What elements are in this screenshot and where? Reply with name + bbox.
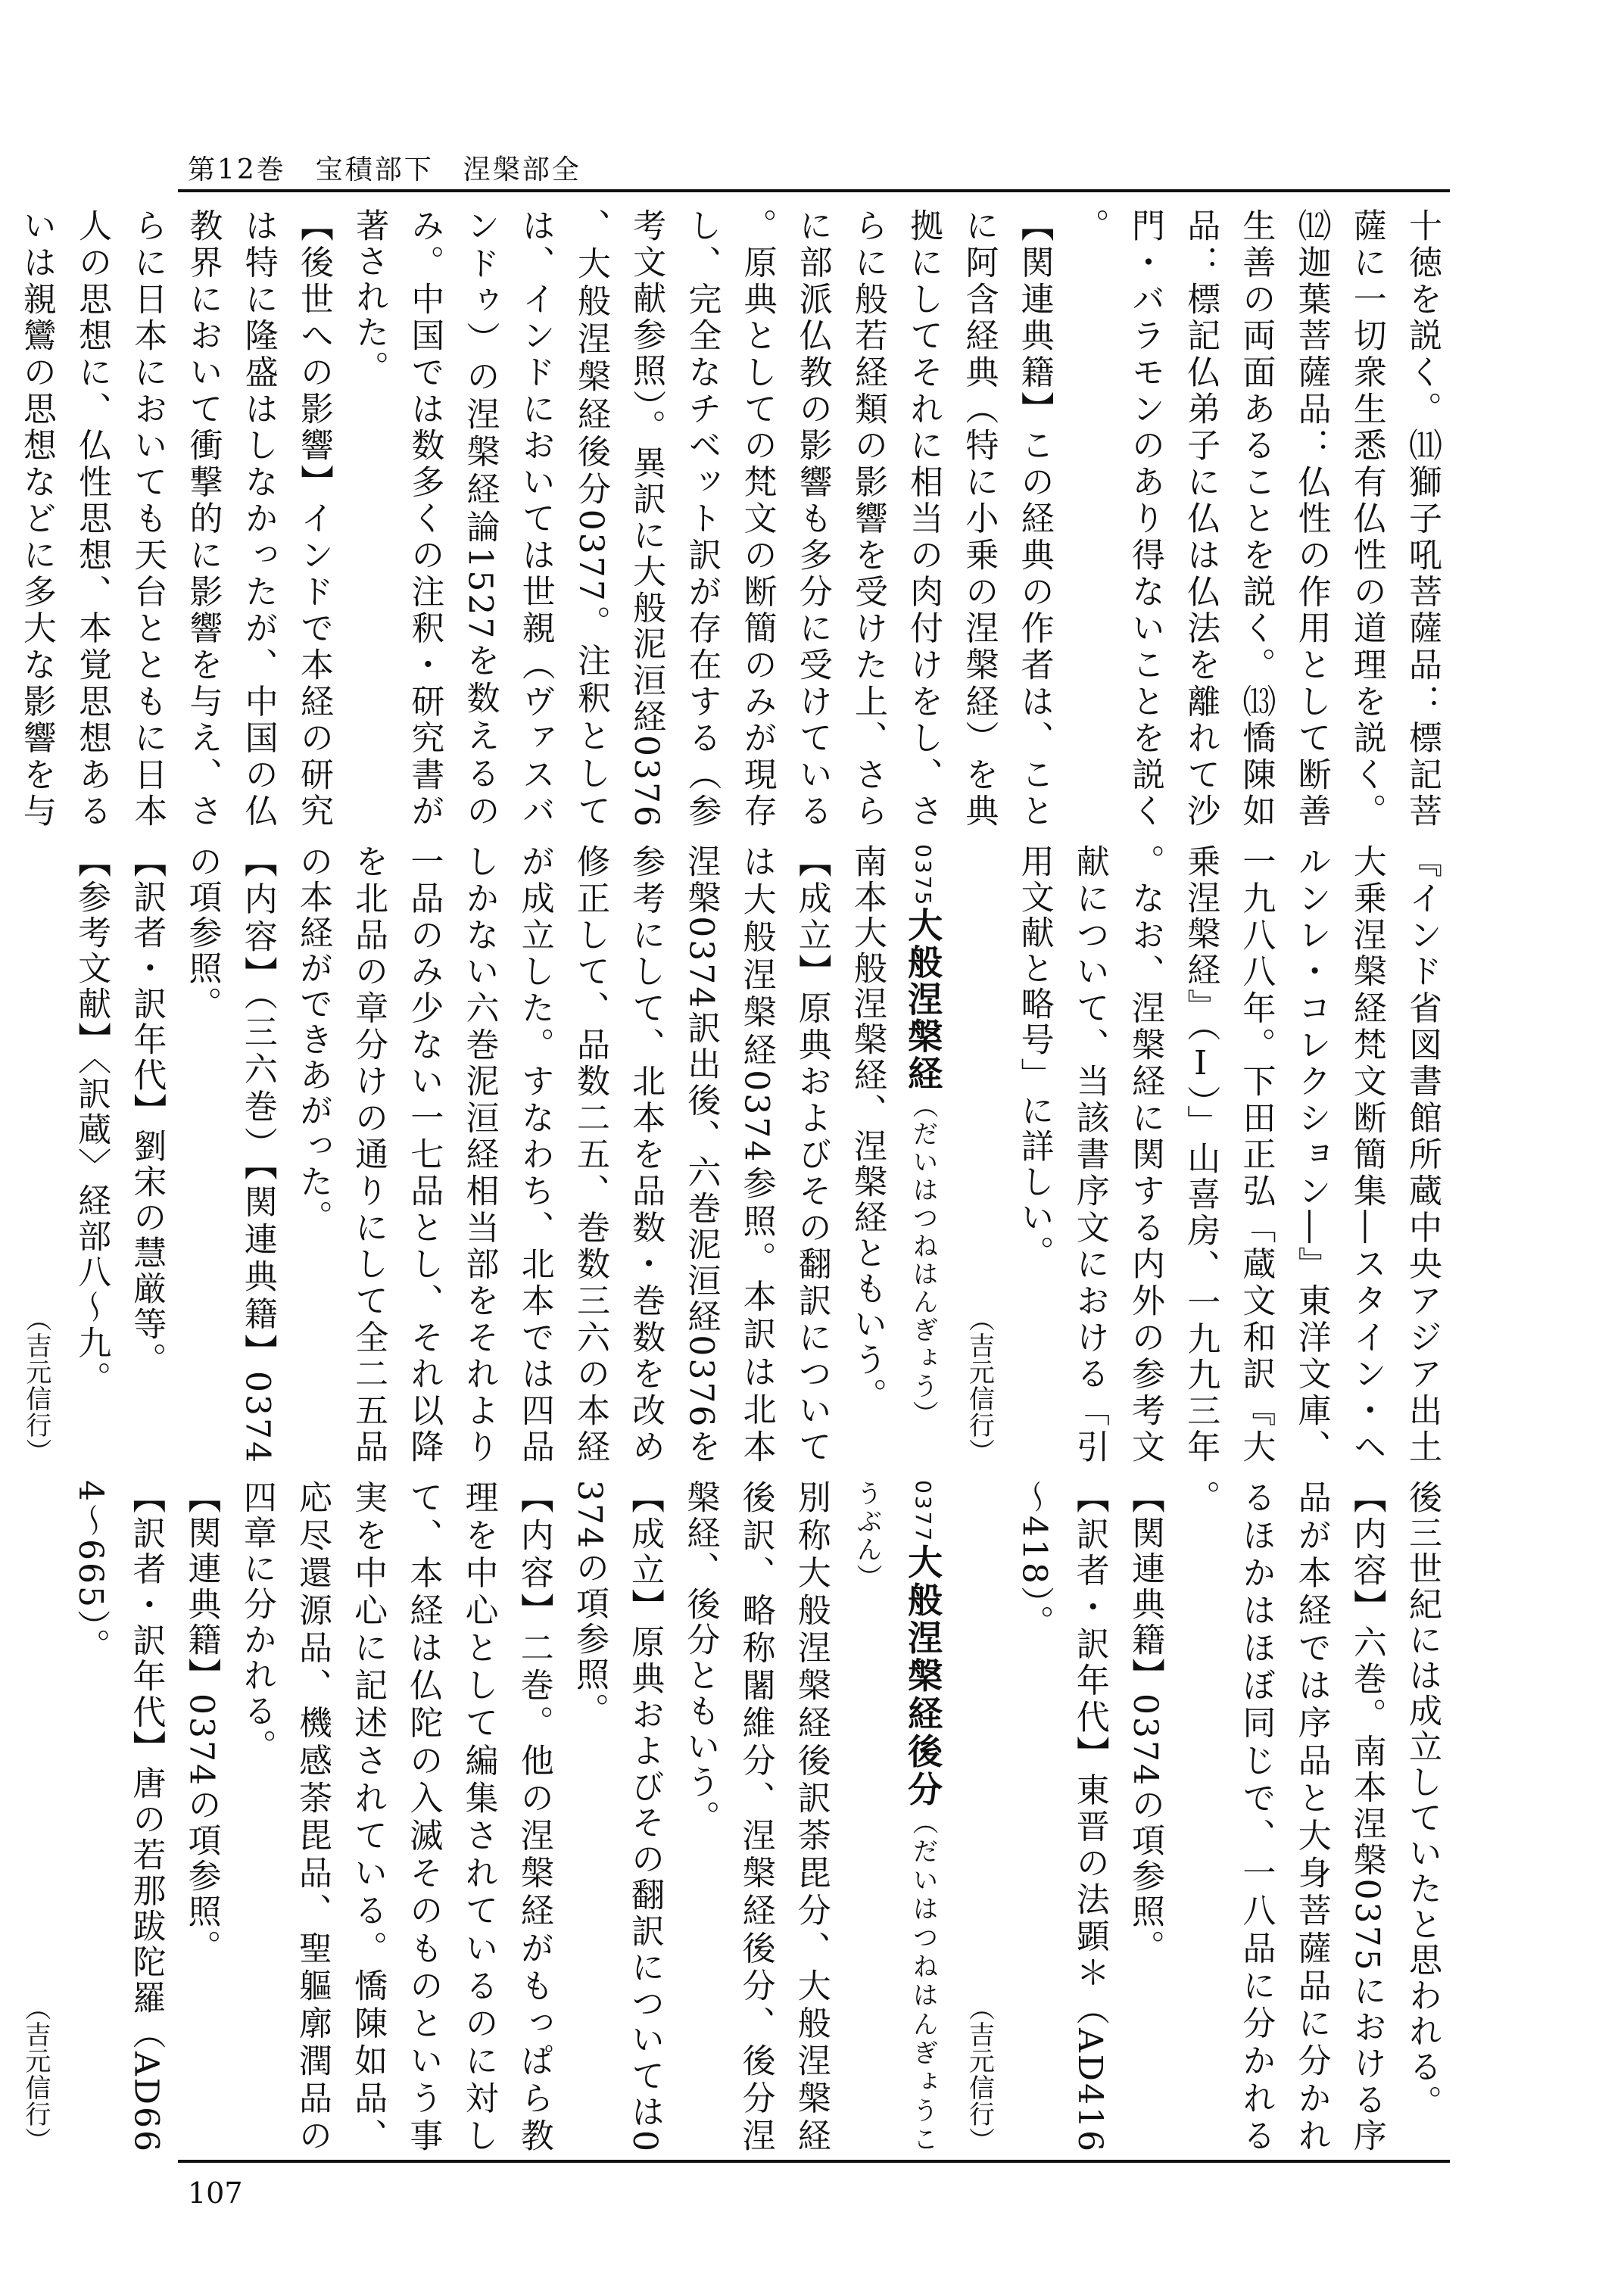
- footer-rule: [178, 2160, 1450, 2163]
- band-3-body: [20, 1480, 1450, 2154]
- running-header: 第12巻 宝積部下 涅槃部全: [188, 154, 581, 185]
- paragraph: 【関連典籍】この経典の作者は、ことに阿含経典（特に小乗の涅槃経）を典拠にしてそれに相当の肉付けをし、さらに般若経類の影響を受けた上、さらに部派仏教の影響も多分に受けている。原典としての梵文の断簡のみが現存し、完全なチベット訳が存在する（参考文献参照）。異訳に大般泥洹経0376、大般涅槃経後分0377。注釈としては、インドにおいては世親（ヴァスバンドゥ）の涅槃経論1527を数えるのみ。中国では数多くの注釈・研究書が著された。: [350, 208, 1054, 829]
- paragraph: 『インド省図書館所蔵中央アジア出土大乗涅槃経梵文断簡集―スタイン・ヘルンレ・コレクション―』東洋文庫、一九八八年。下田正弘「蔵文和訳『大乗涅槃経』（Ⅰ）」山喜房、一九九三年。なお、涅槃経に関する内外の参考文献について、当該書序文における「引用文献と略号」に詳しい。: [1015, 844, 1442, 1465]
- entry-heading-0376: [0, 844, 8, 1465]
- band-1-body: [17, 208, 1450, 829]
- text-band-1: [17, 208, 1450, 829]
- page-number: 107: [188, 2176, 243, 2210]
- author-credit: （吉元信行）: [964, 1306, 995, 1465]
- entry-reading: （だいはつねはんぎょうこうぶん）: [851, 1480, 939, 2154]
- paragraph: 【成立】原典およびその翻訳については0374の項参照。: [569, 1480, 665, 2154]
- entry-number: 0377: [911, 1480, 937, 1544]
- entry-alias: 南本大般涅槃経、涅槃経ともいう。: [847, 844, 887, 1413]
- entry-number: 0375: [911, 844, 937, 908]
- paragraph: 後三世紀には成立していたと思われる。: [1403, 1480, 1442, 2120]
- band-2-body: [20, 844, 1450, 1465]
- paragraph: 【後世への影響】インドで本経の研究は特に隆盛はしなかったが、中国の仏教界において衝撃的に影響を与え、さらに日本においても天台とともに日本人の思想に、仏性思想、本覚思想あるいは親鸞の思想などに多大な影響を与: [17, 208, 333, 829]
- paragraph: 【関連典籍】0374の項参照。: [182, 1480, 221, 1965]
- paragraph: 【訳者・訳年代】劉宋の慧厳等。: [127, 844, 167, 1378]
- paragraph: 【関連典籍】0374の項参照。: [1125, 1480, 1164, 1965]
- paragraph: 【参考文献】〈訳蔵〉経部八～九。: [72, 844, 111, 1397]
- paragraph: 【内容】二巻。他の涅槃経がもっぱら教理を中心として編集されているのに対して、本経は仏陀の入滅そのものという事実を中心に記述されている。憍陳如品、応尽還源品、機感荼毘品、聖軀廓潤品の四章に分かれる。: [237, 1480, 553, 2154]
- entry-heading-0378: [0, 1480, 8, 2154]
- paragraph: 【訳者・訳年代】唐の若那跋陀羅（AD664～665）。: [71, 1480, 166, 2154]
- entry-reading: （だいはつねはんぎょう）: [908, 1092, 939, 1429]
- paragraph: 十徳を説く。⑾獅子吼菩薩品：標記菩薩に一切衆生悉有仏性の道理を説く。⑿迦葉菩薩品：仏性の作用として断善生善の両面あることを説く。⒀憍陳如品：標記仏弟子に仏は仏法を離れて沙門・バラモンのあり得ないことを説く。: [1070, 208, 1442, 829]
- paragraph: 【成立】原典およびその翻訳については大般涅槃経0374参照。本訳は北本涅槃0374訳出後、六巻泥洹経0376を参考にして、北本を品数・巻数を改め修正して、品数二五、巻数三六の本経が成立した。すなわち、北本では四品しかない六巻泥洹経相当部をそれより一品のみ少ない一七品とし、それ以降を北品の章分けの通りにして全二五品の本経ができあがった。: [293, 844, 831, 1465]
- header-rule: [178, 189, 1450, 192]
- entry-heading-0375: [895, 844, 951, 1465]
- text-band-3: [20, 1480, 1450, 2154]
- paragraph: 【訳者・訳年代】東晋の法顕＊（AD416～418）。: [1015, 1480, 1109, 2154]
- entry-title: 大般涅槃経後分: [902, 1543, 944, 1809]
- entry-heading-0377: [839, 1480, 951, 2154]
- author-credit: （吉元信行）: [20, 1995, 51, 2154]
- text-band-2: [20, 844, 1450, 1465]
- paragraph: 【内容】（三六巻）【関連典籍】0374の項参照。: [182, 844, 277, 1465]
- author-credit: （吉元信行）: [20, 1306, 51, 1465]
- entry-title: 大般涅槃経: [902, 907, 944, 1093]
- author-credit: （吉元信行）: [964, 1995, 995, 2154]
- entry-title: [0, 907, 1, 1175]
- entry-alias: 別称大般涅槃経後訳荼毘分、大般涅槃経後訳、略称闍維分、涅槃経後分、後分涅槃経、後分ともいう。: [681, 1480, 831, 2154]
- paragraph: 【内容】六巻。南本涅槃0375における序品が本経では序品と大身菩薩品に分かれるほかはほぼ同じで、一八品に分かれる。: [1181, 1480, 1386, 2154]
